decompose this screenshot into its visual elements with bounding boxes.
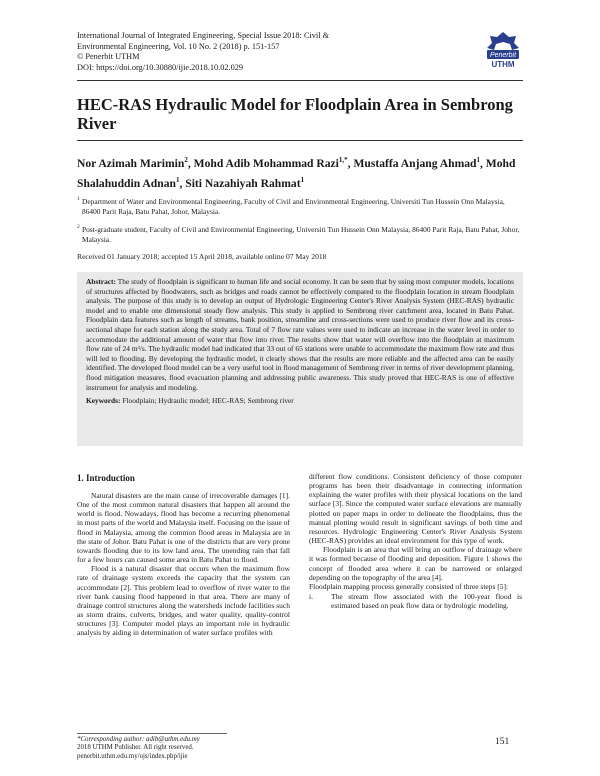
- list-marker: i.: [309, 592, 313, 602]
- abstract-paragraph: [86, 277, 514, 392]
- received-dates: Received 01 January 2018; accepted 15 April 2018, available online 07 May 2018: [77, 252, 327, 261]
- corresponding-author: *Corresponding author: adib@uthm.edu.my: [77, 736, 200, 743]
- list-item: [309, 592, 522, 610]
- copyright-notice: 2018 UTHM Publisher. All right reserved.: [77, 744, 194, 752]
- author-name: Mustaffa Anjang Ahmad: [353, 156, 477, 170]
- keywords-text: Floodplain; Hydraulic model; HEC-RAS; Sembrong river: [122, 396, 294, 406]
- left-column: [77, 491, 290, 638]
- logo-text: Penerbit: [489, 52, 517, 59]
- keywords-label: Keywords:: [86, 396, 121, 406]
- journal-line-2: Environmental Engineering, Vol. 10 No. 2 (2018) p. 151-157: [77, 41, 280, 51]
- affiliation-1: [77, 197, 523, 217]
- author-affiliation-mark: 1: [175, 175, 180, 184]
- abstract-label: Abstract:: [86, 277, 116, 286]
- journal-header: [77, 31, 477, 73]
- author-name: Siti Nazahiyah Rahmat: [185, 176, 301, 190]
- author-name: Mohd Shalahuddin Adnan: [77, 156, 516, 190]
- page-number: 151: [495, 737, 510, 747]
- abstract-text: The study of floodplain is significant to human life and social economy. It can be seen that by using most computer models, locations of structures affected by floodwaters, such as bridges and roads cannot be effectively compared to the floodplain location in stream floodplain analysis. The purpose of this study is to develop an output of Hydrologic Engineering Center's River Analysis System (HEC-RAS) hydraulic model and to enable one dimensional steady flow analysis. This study is applied to Sembrong river catchment area, located in Batu Pahat. Floodplain data features such as length of streams, bank position, streamline and cross-sections were used to produce river flow and its cross-sectional shape for each station along the study area. Total of 7 flow rate values were used to indicate an increase in the water level in order to accommodate the additional amount of water that flow into river. The results show that water will overflow into the floodplain at maximum flow rate of 24 m³/s. The hydraulic model had indicated that 33 out of 65 stations were unable to accommodate the maximum flow rate and thus will led to flooding. By developing the hydraulic model, it clearly shows that the results are more reliable and the affected area can be easily identified. The developed flood model can be a very useful tool in flood management of Sembrong river in terms of river development planning, flood mitigation measures, flood evacuation planning and addressing public awareness. This study proved that HEC-RAS is one of effective instrument for analysis and modeling.: [86, 277, 514, 392]
- author-affiliation-mark: 2: [184, 156, 188, 164]
- body-paragraph: Floodplain mapping process generally consisted of three steps [5]:: [309, 581, 509, 591]
- author-name: Nor Azimah Marimin: [77, 156, 185, 170]
- abstract-box: [77, 272, 523, 446]
- publisher-logo: [483, 30, 523, 70]
- author-affiliation-mark: 1,*: [338, 156, 348, 164]
- affiliation-text: Post-graduate student, Faculty of Civil and Environmental Engineering, Universiti Tun Hussein Onn Malaysia, 86400 Parit Raja, Batu Pahat, Johor, Malaysia.: [82, 225, 520, 244]
- keywords-paragraph: [86, 396, 514, 406]
- author-name: Mohd Adib Mohammad Razi: [193, 156, 339, 170]
- right-column: [309, 472, 522, 610]
- journal-line-3: © Penerbit UTHM: [77, 52, 140, 62]
- section-heading-introduction: 1. Introduction: [77, 473, 135, 483]
- title-divider: [77, 140, 523, 141]
- header-divider: [77, 80, 523, 81]
- body-paragraph: different flow conditions. Consistent deficiency of those computer programs has been their disadvantage in connecting information explaining the water profiles with their physical locations on the land surface [3]. Since the computed water surface elevations are manually plotted on paper maps in order to delineate the floodplains, thus the manual plotting would result in significant savings of both time and resources. Hydrologic Engineering Center's River Analysis System (HEC-RAS) provides an ideal environment for this type of work.: [309, 472, 522, 546]
- page-footer: [77, 736, 417, 761]
- body-paragraph: Flood is a natural disaster that occurs when the maximum flow rate of drainage system exceeds the capacity that the system can accommodate [2]. This problem lead to overflow of river water to the river bank causing flood happened in that area. There are many of drainage control structures along the watersheds include facilities such as storm drains, culverts, bridges, and water quality, quality-control structures [3]. Computer model plays an important role in hydraulic analysis by aiding in determination of water surface profiles with: [77, 564, 290, 638]
- body-paragraph: Floodplain is an area that will bring an outflow of drainage where it was formed because of flooding and deposition. Figure 1 shows the concept of flooded area where it can be narrowed or enlarged depending on the topography of the area [4].: [309, 545, 522, 582]
- affiliation-2: [77, 225, 523, 245]
- paper-title: HEC-RAS Hydraulic Model for Floodplain Area in Sembrong River: [77, 95, 513, 133]
- affiliation-text: Department of Water and Environmental Engineering, Faculty of Civil and Environmental Engineering, Universiti Tun Hussein Onn Malaysia, 86400 Parit Raja, Batu Pahat, Johor, Malaysia.: [82, 197, 505, 216]
- author-affiliation-mark: 1: [300, 175, 305, 184]
- list-text: The stream flow associated with the 100-year flood is estimated based on peak flow data or hydrologic modeling.: [331, 592, 522, 611]
- affiliation-number: 2: [77, 224, 80, 230]
- author-list: Nor Azimah Marimin$^2$, Mohd Adib Mohammad Razi$^{1,*}$, Mustaffa Anjang Ahmad$^1$, Mohd Shalahuddin Adnan$^1$, Siti Nazahiyah Rahmat$^1$: [77, 156, 516, 190]
- body-paragraph: Natural disasters are the main cause of irrecoverable damages [1]. One of the most common natural disasters that happen all around the world is flood. Nowadays, flood has become a recurring phenomenal in most parts of the world and Malaysia itself. Focusing on the issue of flood in Malaysia, among the common flood areas in Malaysia are in the state of Johor. Batu Pahat is one of the districts that are very prone towards flooding due to its low land area. The unending rain that fall for a few hours can caused some area in Batu Pahat to flood.: [77, 491, 290, 565]
- footnote-divider: [77, 733, 227, 734]
- journal-url: penerbit.uthm.edu.my/ojs/index.php/ijie: [77, 752, 188, 760]
- author-affiliation-mark: 1: [476, 156, 480, 164]
- journal-doi: DOI: https://doi.org/10.30880/ijie.2018.10.02.029: [77, 62, 244, 72]
- logo-subtext: UTHM: [491, 60, 515, 69]
- logo-crest-icon: [483, 30, 523, 70]
- journal-line-1: International Journal of Integrated Engineering, Special Issue 2018: Civil &: [77, 31, 330, 40]
- affiliation-number: 1: [77, 196, 80, 202]
